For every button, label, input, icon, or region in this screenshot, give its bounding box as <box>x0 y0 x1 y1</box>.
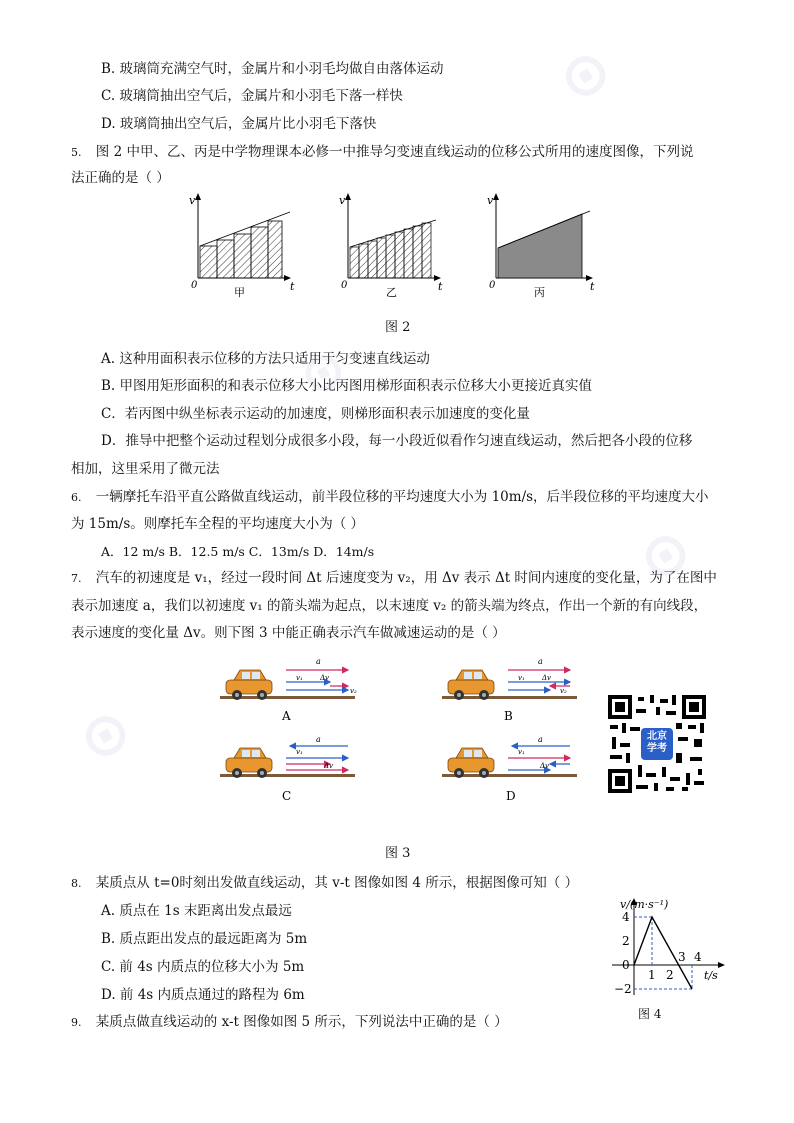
option-c-diagram <box>220 746 355 778</box>
vector-label-dv: Δv <box>320 674 330 682</box>
vector-label-dv: Δv <box>324 762 334 770</box>
q6-stem-line1: 一辆摩托车沿平直公路做直线运动，前半段位移的平均速度大小为 10m/s，后半段位移的平均速度大小 <box>95 489 709 505</box>
figure-4-vt-graph <box>592 895 732 1000</box>
option-label-a: A <box>282 709 291 723</box>
origin-label: 0 <box>191 280 198 291</box>
y-tick: 0 <box>622 958 630 972</box>
q6-options: A．12 m/s B．12.5 m/s C．13m/s D．14m/s <box>101 544 375 559</box>
option-b-diagram <box>442 670 577 700</box>
graph-jia <box>195 193 291 281</box>
q5-option-b: B. 甲图用矩形面积的和表示位移大小比丙图用梯形面积表示位移大小更接近真实值 <box>101 378 593 394</box>
origin-label: 0 <box>341 280 348 291</box>
q7-stem-line2: 表示加速度 a，我们以初速度 v₁ 的箭头端为起点，以末速度 v₂ 的箭头端为终点，作出一个新的有向线段， <box>71 598 708 614</box>
q7-stem-line1: 汽车的初速度是 v₁，经过一段时间 Δt 后速度变为 v₂，用 Δv 表示 Δt 时间内速度的变化量，为了在图中 <box>95 570 717 586</box>
axis-v-label: v <box>339 194 346 207</box>
q4-option-d: D. 玻璃筒抽出空气后，金属片比小羽毛下落快 <box>101 116 377 132</box>
vector-label-v1: v₁ <box>296 674 303 682</box>
q5-stem-line2: 法正确的是（ ） <box>71 170 170 186</box>
vector-label-v1: v₁ <box>518 674 525 682</box>
vector-label-dv: Δv <box>542 674 552 682</box>
watermark: ⊙ <box>65 692 145 778</box>
x-tick: 1 <box>648 968 656 982</box>
question-number: 9. <box>71 1016 82 1029</box>
vector-label-dv: Δv <box>540 762 550 770</box>
question-number: 6. <box>71 491 82 504</box>
question-number: 8. <box>71 877 82 890</box>
graph-label-bing: 丙 <box>534 286 545 299</box>
q8-option-d: D. 前 4s 内质点通过的路程为 6m <box>101 987 305 1003</box>
y-tick: −2 <box>614 982 632 996</box>
question-number: 5. <box>71 146 82 159</box>
figure-3-caption: 图 3 <box>385 846 411 861</box>
q7-stem-line3: 表示速度的变化量 Δv。则下图 3 中能正确表示汽车做减速运动的是（ ） <box>71 625 506 641</box>
q5-stem <box>71 143 693 162</box>
watermark: ⊙ <box>625 512 705 598</box>
x-axis-label: t/s <box>704 969 718 982</box>
question-number: 7. <box>71 572 82 585</box>
vector-label-a: a <box>316 657 321 666</box>
axis-t-label: t <box>290 280 295 293</box>
q5-option-d: D．推导中把整个运动过程划分成很多小段，每一小段近似看作匀速直线运动，然后把各小段的位移 <box>101 433 693 449</box>
q8-stem-text: 某质点从 t=0时刻出发做直线运动，其 v-t 图像如图 4 所示，根据图像可知（ ） <box>95 875 579 891</box>
option-d-diagram <box>442 746 577 778</box>
graph-label-yi: 乙 <box>386 286 397 299</box>
y-tick: 2 <box>622 934 630 948</box>
option-label-c: C <box>282 789 292 803</box>
y-axis-label: v/(m·s⁻¹) <box>620 898 669 911</box>
axis-t-label: t <box>590 280 595 293</box>
figure-2-caption: 图 2 <box>385 320 411 335</box>
option-label-b: B <box>504 709 513 723</box>
vector-label-a: a <box>538 735 543 744</box>
vector-label-v2: v₂ <box>560 687 567 695</box>
x-tick: 4 <box>694 950 702 964</box>
figure-3-cars <box>220 650 580 810</box>
x-tick: 3 <box>678 950 686 964</box>
q6-stem-line2: 为 15m/s。则摩托车全程的平均速度大小为（ ） <box>71 516 365 532</box>
qr-logo-text: 北京学考 <box>647 731 667 754</box>
axis-t-label: t <box>438 280 443 293</box>
q8-option-a: A. 质点在 1s 末距离出发点最远 <box>101 903 292 919</box>
figure-4-caption: 图 4 <box>638 1007 662 1021</box>
q5-option-c: C．若丙图中纵坐标表示运动的加速度，则梯形面积表示加速度的变化量 <box>101 406 530 422</box>
q5-option-a: A. 这种用面积表示位移的方法只适用于匀变速直线运动 <box>101 351 430 367</box>
q7-stem <box>71 569 717 588</box>
q5-option-d-cont: 相加，这里采用了微元法 <box>71 461 220 477</box>
q4-option-b: B. 玻璃筒充满空气时，金属片和小羽毛均做自由落体运动 <box>101 61 444 77</box>
option-a-diagram <box>220 670 355 700</box>
x-tick: 2 <box>666 968 674 982</box>
origin-label: 0 <box>489 280 496 291</box>
axis-v-label: v <box>189 194 196 207</box>
figure-2-graphs <box>190 190 610 300</box>
vector-label-v1: v₁ <box>518 748 525 756</box>
vector-label-a: a <box>538 657 543 666</box>
q8-option-c: C. 前 4s 内质点的位移大小为 5m <box>101 959 305 975</box>
axis-v-label: v <box>487 194 494 207</box>
q8-option-b: B. 质点距出发点的最远距离为 5m <box>101 931 308 947</box>
vector-label-v1: v₁ <box>296 748 303 756</box>
option-label-d: D <box>506 789 516 803</box>
graph-label-jia: 甲 <box>234 286 245 299</box>
vector-label-a: a <box>316 735 321 744</box>
watermark: ⊙ <box>545 32 625 118</box>
q9-stem-text: 某质点做直线运动的 x-t 图像如图 5 所示，下列说法中正确的是（ ） <box>95 1014 508 1030</box>
y-tick: 4 <box>622 910 630 924</box>
graph-yi <box>345 193 441 281</box>
q8-stem <box>71 874 578 893</box>
q5-stem-line1: 图 2 中甲、乙、丙是中学物理课本必修一中推导匀变速直线运动的位移公式所用的速度图像，下列说 <box>95 144 694 160</box>
graph-bing <box>493 193 593 281</box>
vector-label-v2: v₂ <box>350 687 357 695</box>
q4-option-c: C. 玻璃筒抽出空气后，金属片和小羽毛下落一样快 <box>101 88 403 104</box>
q6-stem <box>71 488 709 507</box>
q9-stem <box>71 1013 508 1032</box>
watermark: ⊙ <box>287 332 358 411</box>
